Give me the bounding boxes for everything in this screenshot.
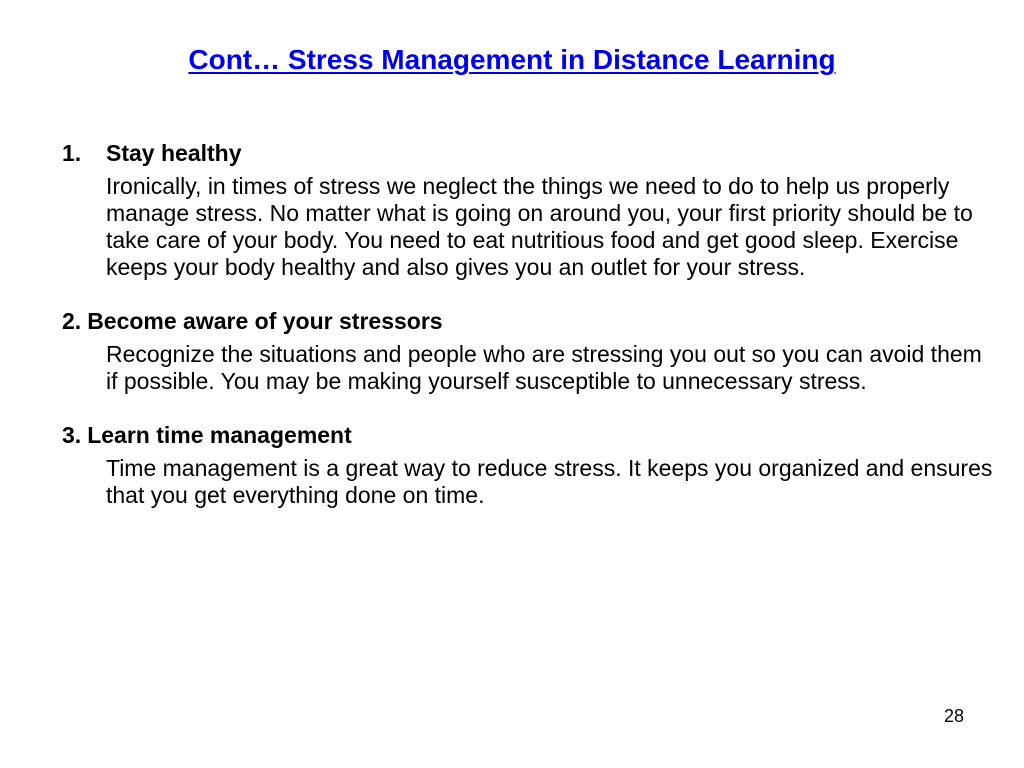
section-number: 1. [62, 140, 82, 166]
slide-title[interactable]: Cont… Stress Management in Distance Learning [188, 44, 836, 75]
section-title: Stay healthy [106, 140, 242, 166]
slide-content [62, 139, 993, 535]
section-title: Become aware of your stressors [87, 308, 443, 334]
section-stressors [62, 307, 982, 395]
section-body: Time management is a great way to reduce stress. It keeps you organized and ensures that you get everything done on time. [106, 455, 993, 508]
section-body: Recognize the situations and people who are stressing you out so you can avoid them if possible. You may be making yourself susceptible to unnecessary stress. [106, 341, 982, 394]
section-body: Ironically, in times of stress we neglect the things we need to do to help us properly manage stress. No matter what is going on around you, your first priority should be to take care of your body. You need to eat nutritious food and get good sleep. Exercise keeps your body healthy and also gives you an outlet for your stress. [106, 173, 973, 280]
section-heading [62, 421, 982, 449]
section-stay-healthy [62, 139, 982, 281]
section-number: 3. [62, 422, 82, 448]
section-heading [62, 307, 982, 335]
section-title: Learn time management [87, 422, 352, 448]
section-time-management [62, 421, 993, 509]
page-number: 28 [943, 706, 964, 726]
section-heading [62, 139, 982, 167]
section-number: 2. [62, 308, 82, 334]
